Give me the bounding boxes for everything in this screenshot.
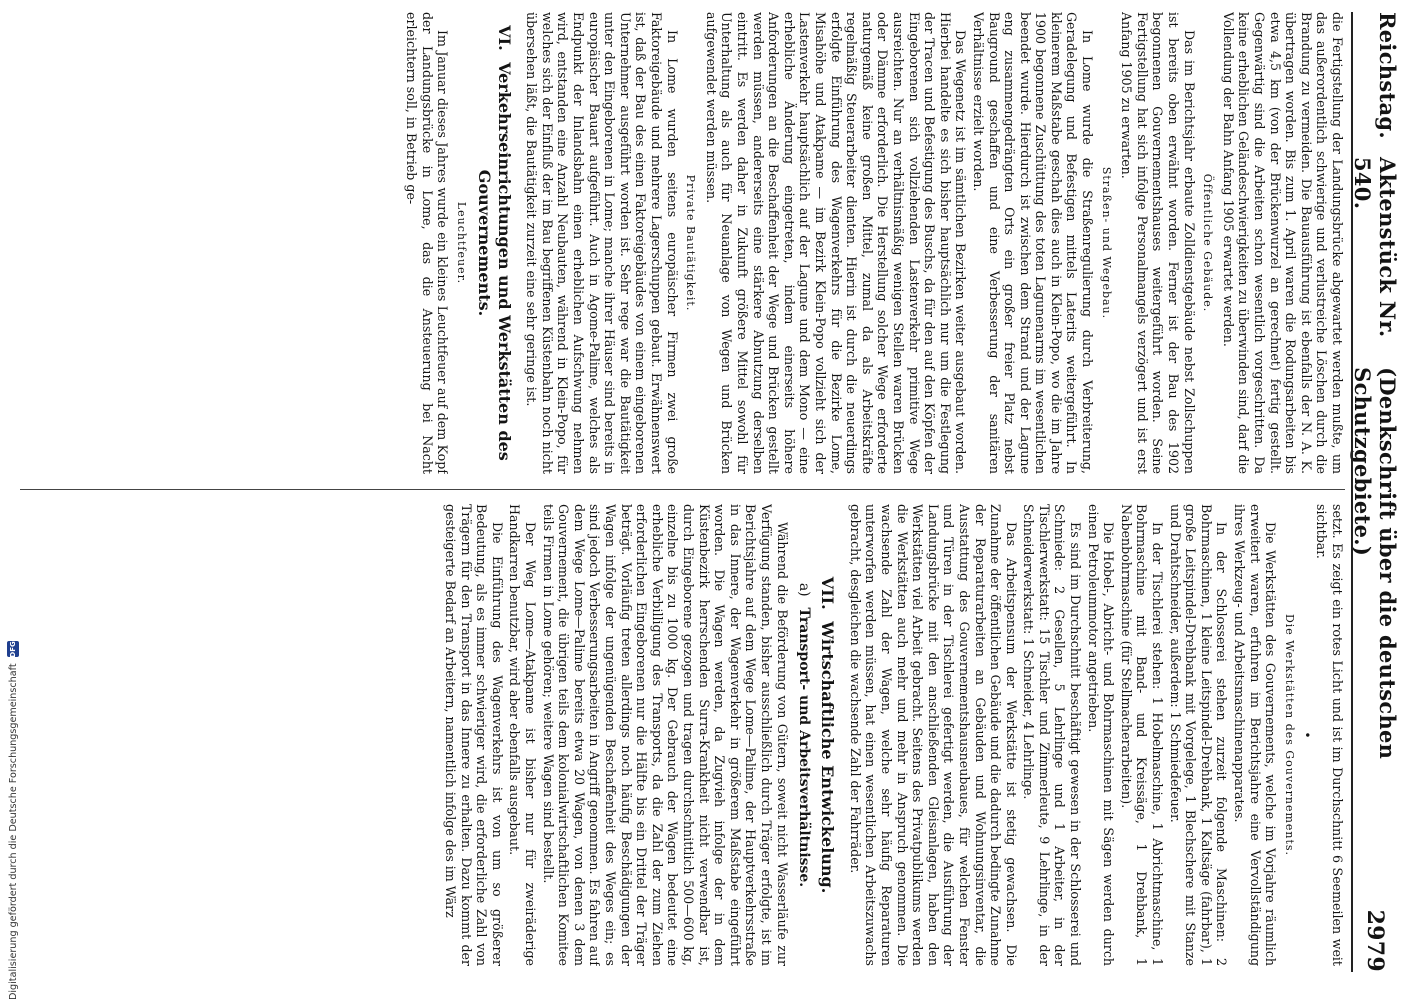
- subheading-werkstaetten: Die Werkstätten des Gouvernements.: [1282, 613, 1296, 857]
- dfg-logo-icon: DFG: [9, 641, 17, 658]
- right-column: [20, 504, 1345, 966]
- paragraph: Die Einführung des Wagenverkehrs ist von um so größerer Bedeutung, als es immer schwieriger wird, die erforderliche Zahl von Trägern für den Transport in das Innere zu erhalten. Dazu kommt der gesteigerte Bedarf an Arbeitern, namentlich infolge des im Wärz: [443, 504, 505, 966]
- paragraph: Die Hobel-, Abricht- und Bohrmaschinen mit Sägen werden durch einen Petroleummotor angetrieben.: [1085, 504, 1117, 966]
- column-divider: [20, 489, 1345, 490]
- paragraph: Das im Berichtsjahr erbaute Zolldienstgebäude nebst Zollschuppen ist bereits oben erwähnt worden. Ferner ist der Bau des 1902 begonnenen Gouvernementshauses weitergeführt worden. Seine Fertigstellung hat sich infolge Personalmangels verzögert und ist erst Anfang 1905 zu erwarten.: [1119, 12, 1197, 474]
- paragraph: Die Werkstätten des Gouvernements, welche im Vorjahre räumlich erweitert waren, erfuhren im Berichtsjahre eine Vervollständigung ihres Werkzeug- und Arbeitsmaschinenapparates.: [1232, 504, 1279, 966]
- paragraph: Während die Beförderung von Gütern, soweit nicht Wasserläufe zur Verfügung standen, bisher ausschließlich durch Träger erfolgte, ist im Berichtsjahre auf dem Wege Lome—Palime, der Hauptverkehrsstraße in das Innere, der Wagenverkehr in größerem Maßstabe eingeführt worden. Die Wagen werden, da Zugvieh infolge der in dem Küstenbezirk herrschenden Surra-Krankheit nicht verwendbar ist, durch Eingeborene gezogen und tragen durchschnittlich 500—600 kg, einzelne bis zu 1000 kg. Der Gebrauch der Wagen bedeutet eine erhebliche Verbilligung des Transports, da die Zahl der zum Ziehen erforderlichen Eingeborenen nur die Hälfte bis ein Drittel der Träger beträgt. Vorläufig treten allerdings noch häufig Beschädigungen der Wagen infolge der ungenügenden Beschaffenheit des Weges ein; es sind jedoch Verbesserungsarbeiten in Angriff genommen. Es fahren auf dem Wege Lome—Palime bereits etwa 20 Wagen, von denen 3 dem Gouvernement, die übrigen teils dem kolonialwirtschaftlichen Komitee teils Firmen in Lome gehören; weitere Wagen sind bestellt.: [540, 504, 790, 966]
- subsection-title: Transport- und Arbeitsverhältnisse.: [796, 607, 813, 888]
- section-title: Wirtschaftliche Entwickelung.: [818, 621, 838, 894]
- subheading-private-bautaetigkeit: Private Bautätigkeit.: [684, 174, 698, 312]
- subheading-oeffentliche-gebaeude: Öffentliche Gebäude.: [1201, 173, 1215, 313]
- section-number: VII.: [818, 576, 838, 610]
- page-header: [1350, 12, 1400, 972]
- paragraph: In der Schlosserei stehen zurzeit folgende Maschinen: 2 Bohrmaschinen, 1 kleine Leitspindel-Drehbank, 1 Kaltsäge (fahrbar), 1 große Leitspindel-Drehbank mit Vorgelege, 1 Blechschere mit Stanze und Drahtschneider, außerdem: 1 Schmiedefeuer.: [1167, 504, 1230, 966]
- section-title: Verkehrseinrichtungen und Werkstätten des Gouvernements.: [474, 62, 514, 461]
- header-aktenstueck: Aktenstück Nr. 540.: [1350, 156, 1400, 338]
- paragraph: Im Januar dieses Jahres wurde ein kleines Leuchtfeuer auf dem Kopf der Landungsbrücke in Lome, das die Ansteuerung bei Nacht erleichtern soll, in Betrieb ge-: [403, 12, 451, 474]
- paragraph: Es sind im Durchschnitt beschäftigt gewesen in der Schlosserei und Schmiede: 2 Gesellen, 5 Lehrlinge und 1 Arbeiter, in der Tischlerwerkstatt: 15 Tischler und Zimmerleute, 9 Lehrlinge, in der Schneiderwerkstatt: 1 Schneider, 4 Lehrlinge.: [1021, 504, 1084, 966]
- subheading-strassenbau: Straßen- und Wegebau.: [1099, 166, 1113, 320]
- page-number: 2979: [1362, 909, 1388, 972]
- digitization-note: Digitalisierung gefördert durch die Deutsche Forschungsgemeinschaft: [7, 663, 19, 1000]
- subheading-leuchtfeuer: Leuchtfeuer.: [454, 201, 468, 285]
- rotated-document-page: [10, 12, 1400, 972]
- digitization-stamp: [2, 0, 24, 1000]
- section-number: VI.: [494, 25, 514, 51]
- left-column: [20, 12, 1345, 474]
- header-reichstag: Reichstag.: [1375, 12, 1400, 139]
- paragraph: die Fertigstellung der Landungsbrücke abgewartet werden mußte, um das außerordentlich schwierige und verlustreiche Löschen durch die Brandung zu vermeiden. Die Bauausführung ist ebenfalls der N. A. K. übertragen worden. Bis zum 1. April waren die Rodungsarbeiten bis etwa 4,5 km (von der Brückenwurzel an gerechnet) fertig gestellt. Gegenwärtig sind die Arbeiten schon wesentlich vorgeschritten. Da keine erheblichen Geländeschwierigkeiten zu überwinden sind, darf die Vollendung der Bahn Anfang 1905 erwartet werden.: [1220, 12, 1345, 474]
- header-rule: [1351, 12, 1353, 972]
- paragraph: Der Weg Lome—Atakpame ist bisher nur für zweiräderige Handkarren benutzbar, wird aber ebenfalls ausgebaut.: [507, 504, 539, 966]
- ornament-dot: •: [1299, 731, 1314, 739]
- paragraph: Das Arbeitspensum der Werkstätte ist stetig gewachsen. Die Zunahme der öffentlichen Gebäude und die dadurch bedingte Zunahme der Reparaturarbeiten an Gebäuden und Wohnungsinventar, die Ausstattung des Gouvernementshausneubaues, für welchen Fenster und Türen in der Tischlerei gefertigt werden, die Ausführung der Landungsbrücke mit den anschließenden Gleisanlagen, haben den Werkstätten viel Arbeit gebracht. Seitens des Privatpublikums werden die Werkstätten auch mehr und mehr in Anspruch genommen. Die wachsende Zahl der Wagen, welche sehr häufig Reparaturen unterworfen werden müssen, hat einen wesentlichen Arbeitszuwachs gebracht, desgleichen die wachsende Zahl der Fahrräder.: [847, 504, 1019, 966]
- subsection-number: a): [796, 582, 813, 597]
- section-heading-vi: [474, 12, 514, 474]
- subsection-heading-a: [796, 504, 812, 966]
- paragraph: In Lome wurden seitens europäischer Firmen zwei große Faktoreigebäude und mehrere Lagerschuppen gebaut. Erwähnenswert ist, daß der Bau des einen Faktoreigebäudes von einem eingeborenen Unternehmer ausgeführt worden ist. Sehr rege war die Bautätigkeit unter den Eingeborenen in Lome; manche ihrer Häuser sind bereits in europäischer Bauart aufgeführt. Auch in Agome-Palime, welches als Endpunkt der Inlandsbahn einen erheblichen Aufschwung nehmen wird, entstanden eine Anzahl Neubauten, während in Klein-Popo, für welches sich der Einfluß der im Bau begriffenen Küstenbahn noch nicht übersehen läßt, die Bautätigkeit zurzeit eine sehr geringe ist.: [524, 12, 680, 474]
- header-title-group: [1350, 12, 1400, 367]
- section-heading-vii: [817, 504, 837, 966]
- paragraph: In der Tischlerei stehen: 1 Hobelmaschine, 1 Abrichtmaschine, 1 Bohrmaschine mit Band- und Kreissäge, 1 Drehbank, 1 Nabenbohrmaschine (für Stellmacherarbeiten).: [1118, 504, 1166, 966]
- paragraph: Das Wegenetz ist im sämtlichen Bezirken weiter ausgebaut worden. Hierbei handelte es sich bisher hauptsächlich nur um die Festlegung der Tracen und Befestigung des Buschs, da für den auf den Köpfen der Eingeborenen sich vollziehenden Lastenverkehr primitive Wege ausreichten. Nur an verhältnismäßig wenigen Stellen waren Brücken oder Dämme erforderlich. Die Herstellung solcher Wege erforderte naturgemäß keine großen Mittel, zumal da als Arbeitskräfte regelmäßig Steuerarbeiter dienten. Hierin ist durch die neuerdings erfolgte Einführung des Wagenverkehrs für die Bezirke Lome, Misahöhe und Atakpame — im Bezirk Klein-Popo vollzieht sich der Lastenverkehr hauptsächlich auf der Lagune und dem Mono — eine erhebliche Änderung eingetreten, indem einerseits höhere Anforderungen an die Beschaffenheit der Wege und Brücken gestellt werden müssen, andererseits eine stärkere Abnutzung derselben eintritt. Es werden daher in Zukunft größere Mittel sowohl für Unterhaltung als auch für Neuanlage von Wegen und Brücken aufgewendet werden müssen.: [703, 12, 969, 474]
- header-denkschrift: (Denkschrift über die deutschen Schutzgebiete.): [1350, 367, 1400, 760]
- paragraph: setzt. Es zeigt ein rotes Licht und ist im Durchschnitt 6 Seemeilen weit sichtbar.: [1314, 504, 1345, 966]
- paragraph: In Lome wurde die Straßenregulierung durch Verbreiterung, Geradelegung und Befestigen mittels Laterits weitergeführt. In kleinerem Maßstabe geschah dies auch in Klein-Popo, wo die im Jahre 1900 begonnene Zuschüttung des toten Lagunenarms im wesentlichen beendet wurde. Hierdurch ist zwischen dem Strand und der Lagune eng zusammengedrängten Orts ein großer freier Platz nebst Bauground geschaffen und eine Verbesserung der sanitären Verhältnisse erzielt worden.: [970, 12, 1096, 474]
